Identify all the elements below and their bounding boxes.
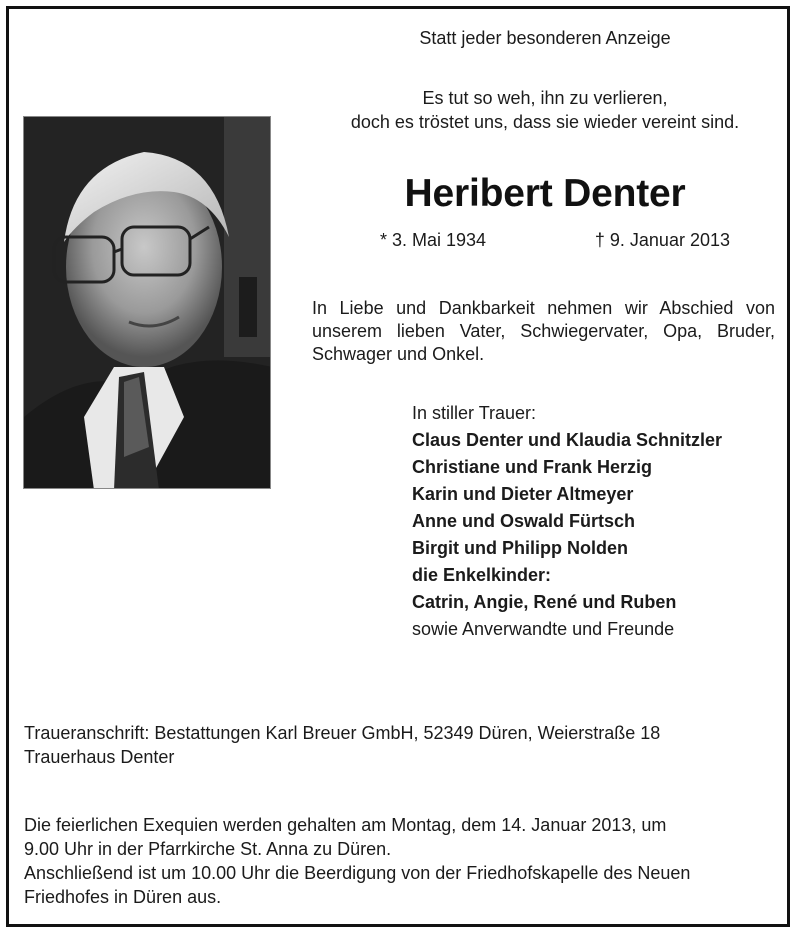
mourner-name: Anne und Oswald Fürtsch [412,511,636,531]
grandchildren-heading: die Enkelkinder: [412,565,552,585]
quote-line-1: Es tut so weh, ihn zu verlieren, [422,88,668,108]
grandchildren-names: Catrin, Angie, René und Ruben [412,592,677,612]
mourner-name: Christiane und Frank Herzig [412,457,653,477]
life-dates [380,230,730,251]
service-line-1: Die feierlichen Exequien werden gehalten am Montag, dem 14. Januar 2013, um [24,815,667,835]
mourner-name: Birgit und Philipp Nolden [412,538,628,558]
notice-intro: Statt jeder besonderen Anzeige [419,28,671,48]
mourner-name: Karin und Dieter Altmeyer [412,484,634,504]
mourners-intro: In stiller Trauer: [412,403,537,423]
portrait-illustration [24,117,271,489]
service-line-4: Friedhofes in Düren aus. [24,887,222,907]
mourner-name: Claus Denter und Klaudia Schnitzler [412,430,723,450]
mourners-closing: sowie Anverwandte und Freunde [412,619,675,639]
portrait-photo [23,116,271,489]
service-line-2: 9.00 Uhr in der Pfarrkirche St. Anna zu Düren. [24,839,392,859]
deceased-name: Heribert Denter [404,172,686,215]
memorial-quote [300,86,790,134]
farewell-text: In Liebe und Dankbarkeit nehmen wir Abschied von unserem lieben Vater, Schwiegervater, Opa, Bruder, Schwager und Onkel. [312,298,775,364]
funeral-service-info [24,813,776,909]
birth-date: * 3. Mai 1934 [380,230,487,250]
address-line-1: Traueranschrift: Bestattungen Karl Breuer GmbH, 52349 Düren, Weierstraße 18 [24,723,661,743]
condolence-address [24,721,784,769]
death-date: † 9. Januar 2013 [594,230,730,250]
quote-line-2: doch es tröstet uns, dass sie wieder vereint sind. [350,112,740,132]
address-line-2: Trauerhaus Denter [24,747,175,767]
service-line-3: Anschließend ist um 10.00 Uhr die Beerdigung von der Friedhofskapelle des Neuen [24,863,691,883]
mourners-list [412,400,782,643]
